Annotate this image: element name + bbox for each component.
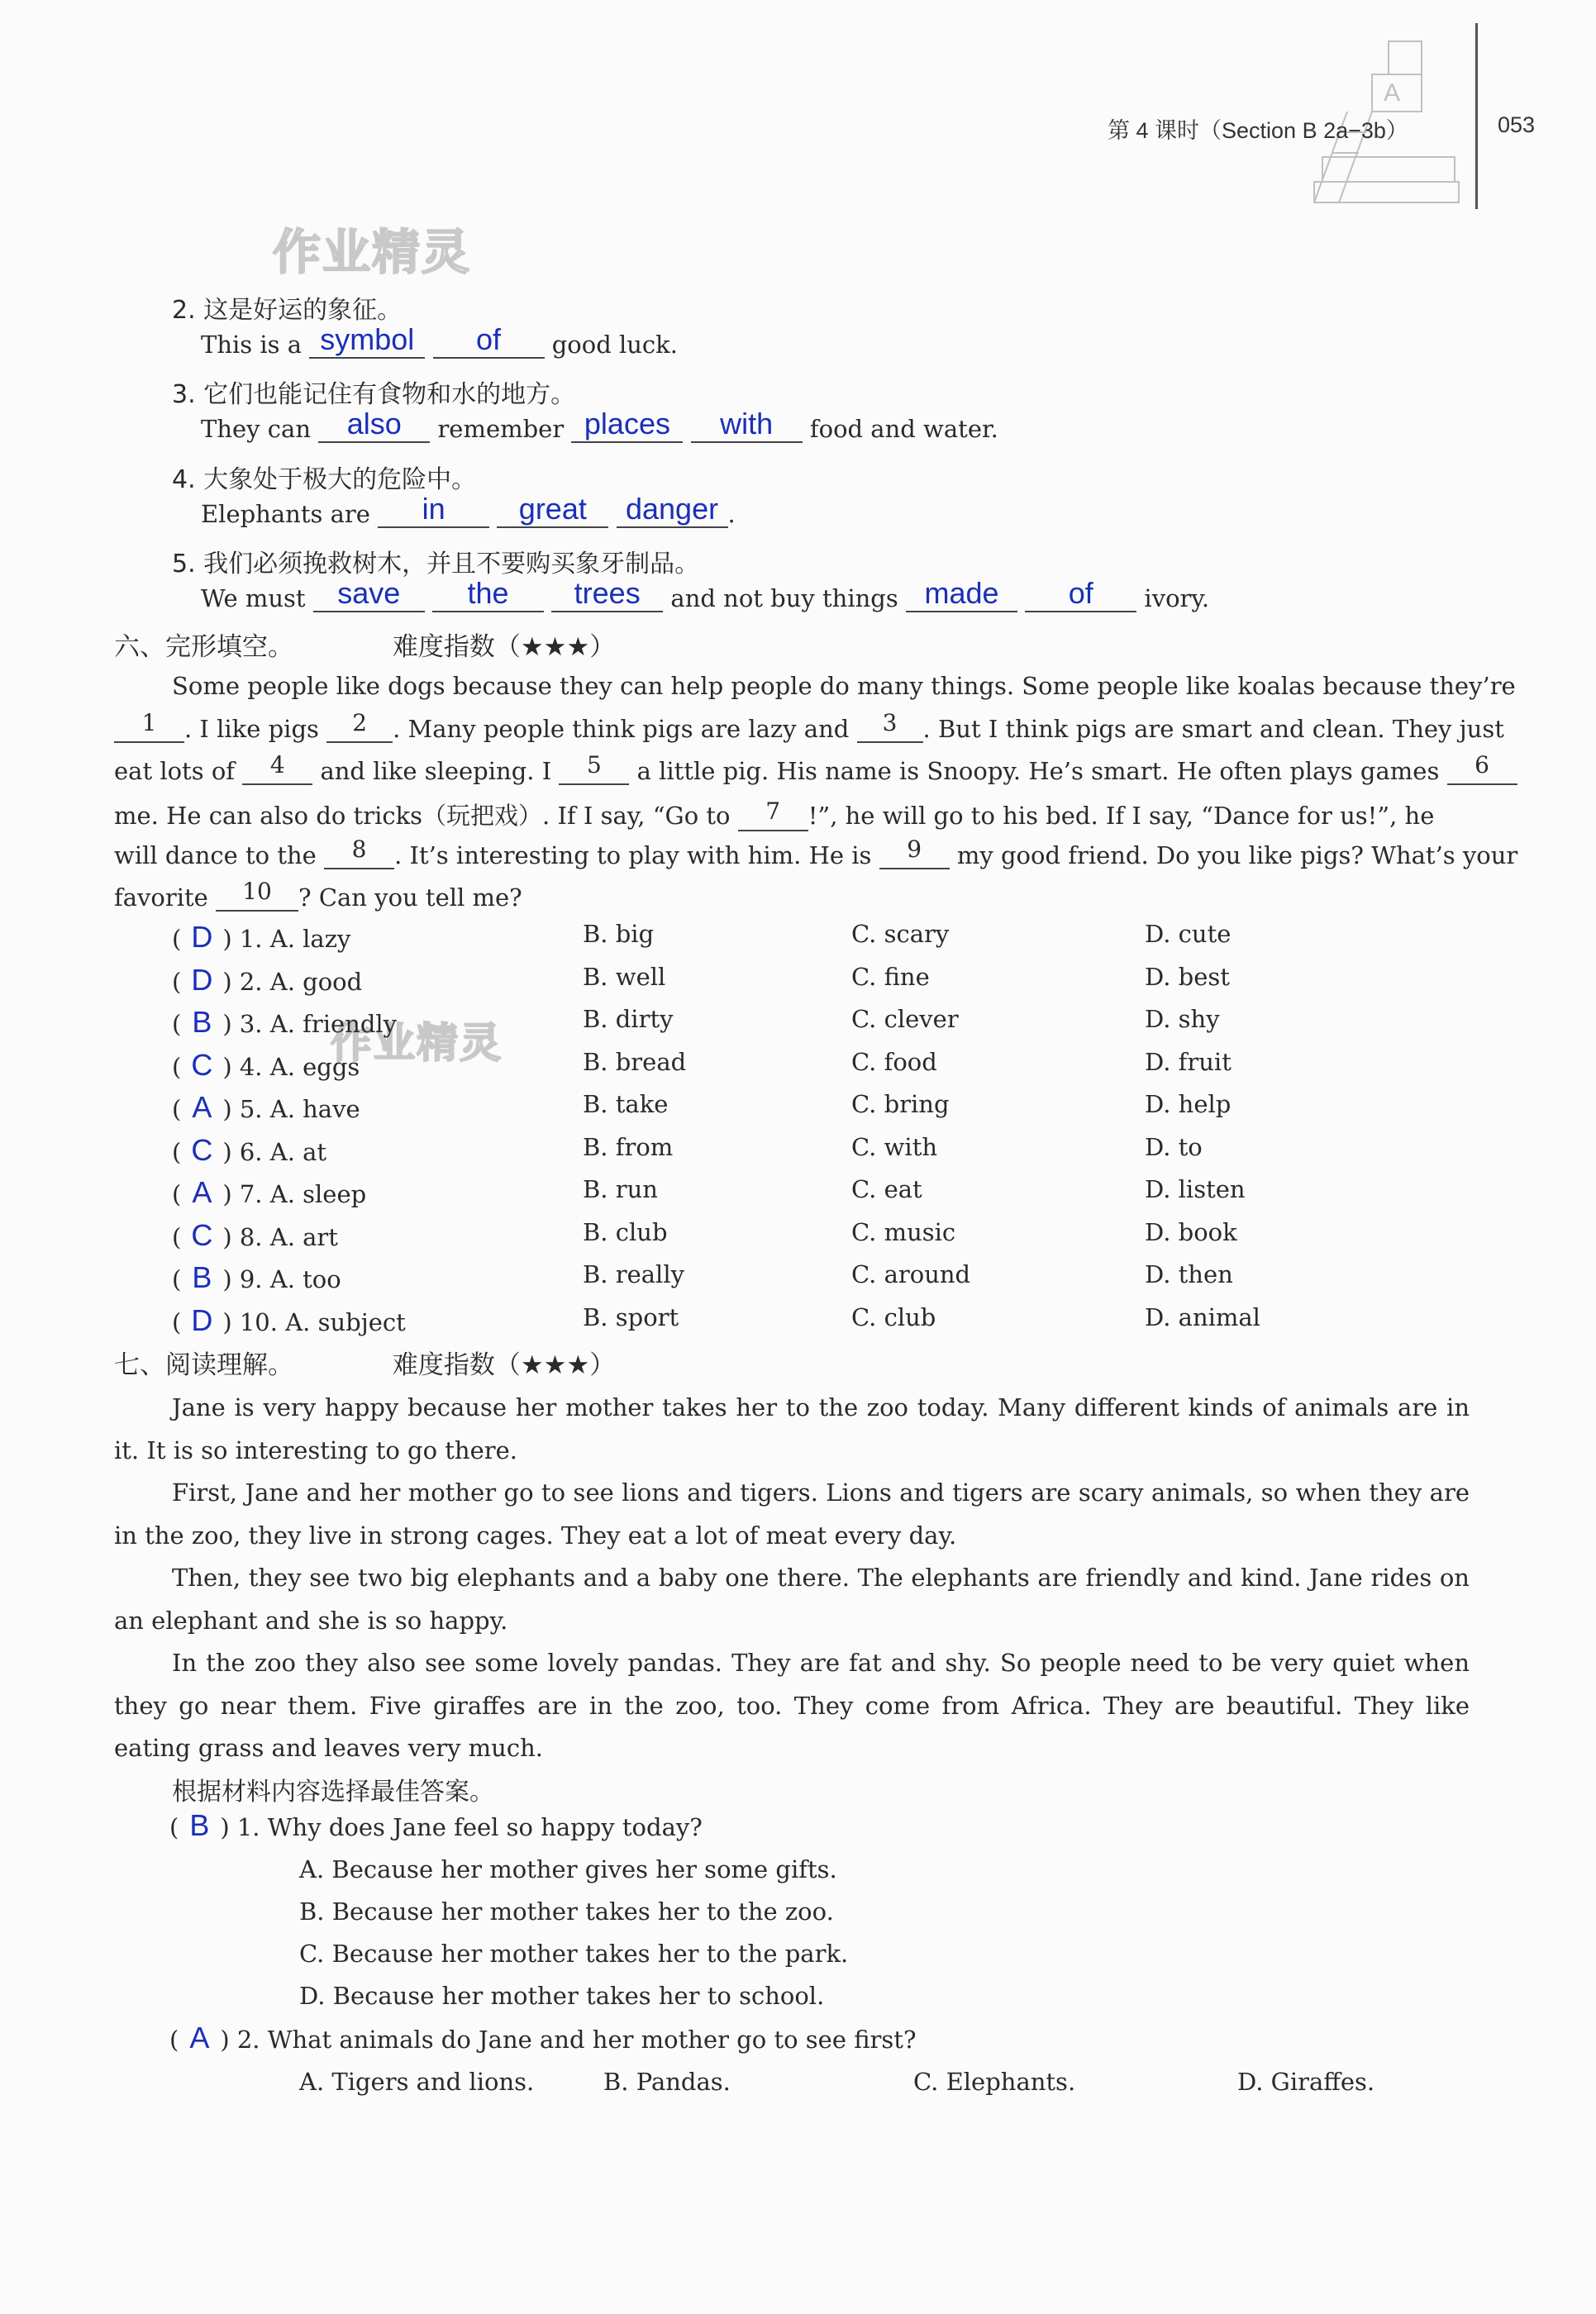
- reading-heading: 七、阅读理解。 难度指数（★★★）: [114, 1350, 616, 1380]
- answer-blank: made: [906, 583, 1017, 612]
- cloze-blank: 2: [326, 713, 393, 743]
- reading-q2-option: A. Tigers and lions.: [299, 2068, 535, 2096]
- option-c: C. eat: [851, 1175, 922, 1203]
- cloze-blank: 1: [114, 713, 184, 743]
- option-c: C. music: [851, 1217, 956, 1246]
- option-d: D. cute: [1145, 920, 1232, 948]
- cloze-blank: 5: [559, 755, 629, 785]
- option-b: B. sport: [583, 1302, 679, 1331]
- cloze-line-6: favorite 10 ? Can you tell me?: [114, 878, 522, 912]
- cloze-line-3: eat lots of 4 and like sleeping. I 5 a little pig. His name is Snoopy. He’s smart. He often plays games 6: [114, 755, 1517, 785]
- option-b: B. well: [583, 962, 666, 991]
- cloze-question-stem: ( B ) 3. A. friendly: [172, 1005, 398, 1039]
- answer-blank: of: [1025, 583, 1136, 612]
- answer-blank: symbol: [309, 329, 425, 359]
- option-d: D. animal: [1145, 1302, 1260, 1331]
- reading-paragraph: Jane is very happy because her mother takes her to the zoo today. Many different kinds of animals are in it. It is so interesting to go there.: [114, 1393, 1470, 1464]
- translation-zh-3: 3. 它们也能记住有食物和水的地方。: [172, 380, 576, 409]
- cloze-question-stem: ( B ) 9. A. too: [172, 1260, 341, 1294]
- answer-letter: C: [191, 1217, 213, 1252]
- option-c: C. clever: [851, 1005, 959, 1033]
- answer-letter: C: [191, 1047, 213, 1082]
- reading-difficulty: 难度指数（★★★）: [392, 1350, 616, 1380]
- answer-letter: A: [192, 1090, 212, 1124]
- reading-q1-option: C. Because her mother takes her to the park.: [299, 1940, 849, 1968]
- answer-letter: D: [191, 1302, 213, 1337]
- reading-paragraph: In the zoo they also see some lovely pandas. They are fat and shy. So people need to be very quiet when they go near them. Five giraffes are in the zoo, too. They come from Africa. They are beautiful. They like eating grass and leaves very much.: [114, 1649, 1470, 1762]
- answer-blank: trees: [551, 583, 663, 612]
- cloze-line-4: me. He can also do tricks（玩把戏）. If I say, “Go to 7 !”, he will go to his bed. If I say, “Dance for us!”, he: [114, 798, 1435, 830]
- option-d: D. listen: [1145, 1175, 1246, 1203]
- answer-letter: B: [189, 1808, 210, 1842]
- reading-q2: ( A ) 2. What animals do Jane and her mother go to see first?: [169, 2021, 917, 2055]
- option-c: C. food: [851, 1047, 937, 1076]
- reading-paragraph: Then, they see two big elephants and a baby one there. The elephants are friendly and kind. Jane rides on an elephant and she is so happy.: [114, 1564, 1470, 1635]
- header-divider: [1475, 23, 1478, 209]
- cloze-line-1: Some people like dogs because they can help people do many things. Some people like koalas because they’re: [172, 672, 1516, 700]
- option-d: D. then: [1145, 1260, 1233, 1288]
- cloze-heading: 六、完形填空。 难度指数（★★★）: [114, 632, 616, 662]
- answer-letter: D: [191, 962, 213, 997]
- cloze-blank: 8: [324, 840, 394, 869]
- reading-passage: [114, 1387, 1470, 1770]
- cloze-blank: 10: [216, 882, 298, 912]
- option-c: C. fine: [851, 962, 930, 991]
- option-c: C. around: [851, 1260, 971, 1288]
- page-number: 053: [1498, 112, 1536, 137]
- cloze-question-stem: ( A ) 5. A. have: [172, 1090, 360, 1124]
- reading-q1-option: B. Because her mother takes her to the zoo.: [299, 1897, 834, 1926]
- option-b: B. dirty: [583, 1005, 674, 1033]
- cloze-blank: 3: [857, 713, 923, 743]
- answer-blank: save: [313, 583, 425, 612]
- option-d: D. shy: [1145, 1005, 1220, 1033]
- cloze-question-stem: ( C ) 8. A. art: [172, 1217, 338, 1252]
- translation-zh-2: 2. 这是好运的象征。: [172, 296, 403, 325]
- option-d: D. book: [1145, 1217, 1237, 1246]
- lesson-header: 第 4 课时（Section B 2a−3b）: [1108, 118, 1408, 143]
- cloze-blank: 9: [879, 840, 950, 869]
- reading-q2-option: C. Elephants.: [913, 2068, 1076, 2096]
- option-b: B. club: [583, 1217, 668, 1246]
- option-b: B. bread: [583, 1047, 687, 1076]
- reading-paragraph: First, Jane and her mother go to see lions and tigers. Lions and tigers are scary animals, so when they are in the zoo, they live in strong cages. They eat a lot of meat every day.: [114, 1478, 1470, 1550]
- cloze-blank: 6: [1447, 755, 1517, 785]
- answer-letter: C: [191, 1132, 213, 1167]
- cloze-question-stem: ( D ) 1. A. lazy: [172, 920, 351, 954]
- cloze-question-stem: ( C ) 6. A. at: [172, 1132, 327, 1167]
- translation-en-2: This is a symbol of good luck.: [201, 322, 678, 359]
- reading-q1-option: D. Because her mother takes her to school.: [299, 1982, 825, 2010]
- option-d: D. help: [1145, 1090, 1232, 1118]
- answer-letter: A: [189, 2021, 210, 2055]
- option-d: D. fruit: [1145, 1047, 1232, 1076]
- reading-q2-option: B. Pandas.: [603, 2068, 731, 2096]
- option-c: C. scary: [851, 920, 950, 948]
- cloze-difficulty: 难度指数（★★★）: [392, 632, 616, 662]
- option-d: D. best: [1145, 962, 1230, 991]
- answer-letter: B: [192, 1005, 212, 1039]
- reading-q1: ( B ) 1. Why does Jane feel so happy today?: [169, 1808, 703, 1842]
- translation-en-3: They can also remember places with food and water.: [201, 407, 998, 443]
- reading-instruction: 根据材料内容选择最佳答案。: [172, 1778, 494, 1807]
- option-c: C. with: [851, 1132, 938, 1161]
- cloze-question-stem: ( C ) 4. A. eggs: [172, 1047, 360, 1082]
- reading-q2-option: D. Giraffes.: [1237, 2068, 1375, 2096]
- option-b: B. run: [583, 1175, 658, 1203]
- answer-letter: D: [191, 920, 213, 954]
- cloze-line-2: 1 . I like pigs 2 . Many people think pigs are lazy and 3 . But I think pigs are smart and clean. They just: [114, 713, 1504, 743]
- translation-en-4: Elephants are in great danger .: [201, 492, 736, 528]
- answer-letter: A: [192, 1175, 212, 1209]
- cloze-line-5: will dance to the 8 . It’s interesting to play with him. He is 9 my good friend. Do you like pigs? What’s your: [114, 836, 1518, 869]
- option-c: C. bring: [851, 1090, 950, 1118]
- cloze-question-stem: ( D ) 10. A. subject: [172, 1302, 406, 1337]
- answer-blank: of: [433, 329, 545, 359]
- reading-q1-option: A. Because her mother gives her some gifts.: [299, 1855, 837, 1883]
- answer-blank: places: [571, 413, 683, 443]
- option-c: C. club: [851, 1302, 936, 1331]
- translation-en-5: We must save the trees and not buy things made of ivory.: [201, 576, 1210, 612]
- cloze-blank: 4: [242, 755, 312, 785]
- answer-blank: in: [378, 498, 489, 528]
- answer-blank: the: [432, 583, 544, 612]
- option-b: B. big: [583, 920, 655, 948]
- option-b: B. from: [583, 1132, 674, 1161]
- answer-blank: with: [691, 413, 803, 443]
- watermark-logo: 作业精灵: [331, 1019, 503, 1067]
- option-b: B. take: [583, 1090, 669, 1118]
- translation-zh-5: 5. 我们必须挽救树木，并且不要购买象牙制品。: [172, 550, 700, 578]
- cloze-question-stem: ( A ) 7. A. sleep: [172, 1175, 367, 1209]
- translation-zh-4: 4. 大象处于极大的危险中。: [172, 465, 477, 494]
- cloze-blank: 7: [738, 802, 808, 831]
- answer-blank: great: [497, 498, 608, 528]
- svg-text:A: A: [1384, 79, 1401, 107]
- option-d: D. to: [1145, 1132, 1203, 1161]
- answer-blank: also: [318, 413, 430, 443]
- answer-blank: danger: [617, 498, 728, 528]
- cloze-question-stem: ( D ) 2. A. good: [172, 962, 363, 997]
- option-b: B. really: [583, 1260, 684, 1288]
- answer-letter: B: [192, 1260, 212, 1294]
- watermark-logo: 作业精灵: [273, 224, 472, 280]
